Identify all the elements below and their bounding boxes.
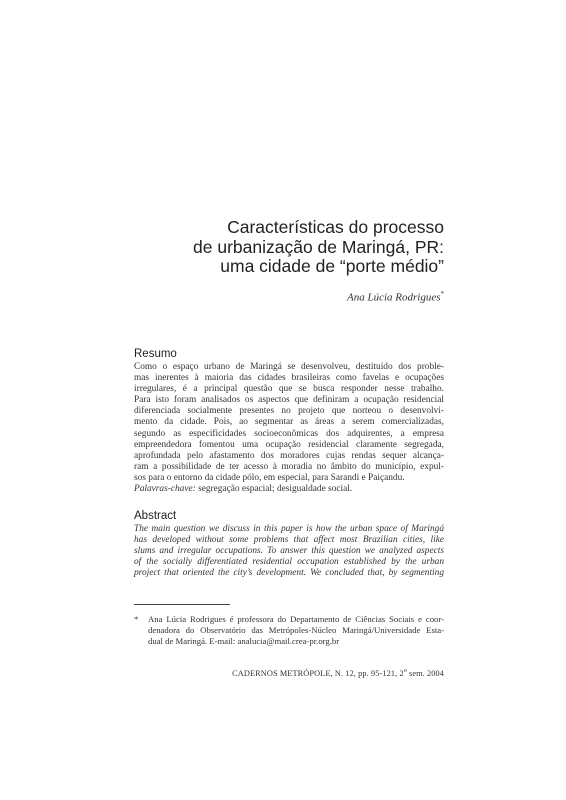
resumo-line: ram a possibilidade de ter acesso à moradia no âmbito do município, expul- bbox=[134, 461, 444, 472]
footnote-line: denadora do Observatório das Metrópoles-Núcleo Maringá/Universidade Esta- bbox=[148, 625, 444, 635]
resumo-line: diferenciada socialmente presentes no projeto que norteou o desenvolvi- bbox=[134, 406, 444, 417]
resumo-line: empreendedora fomentou uma ocupação residencial claramente segregada, bbox=[134, 439, 444, 450]
title-line-2: de urbanização de Maringá, PR: bbox=[193, 236, 444, 257]
footnote-line: dual de Maringá. E-mail: analucia@mail.crea-pr.org.br bbox=[148, 636, 340, 646]
footnote-mark: * bbox=[134, 614, 139, 624]
abstract-line: The main question we discuss in this paper is how the urban space of Maringá bbox=[134, 524, 444, 534]
title-line-1: Características do processo bbox=[227, 217, 444, 237]
author-footnote-mark: * bbox=[440, 290, 444, 298]
abstract-line: slums and irregular occupations. To answer this question we analyzed aspects bbox=[134, 546, 444, 557]
keywords-line bbox=[134, 484, 444, 495]
keywords-label: Palavras-chave: bbox=[134, 484, 196, 495]
footnote-line: Ana Lúcia Rodrigues é professora do Departamento de Ciências Sociais e coor- bbox=[148, 614, 444, 624]
resumo-line: irregulares, é a principal questão que se busca responder nesse trabalho. bbox=[134, 384, 444, 395]
abstract-line: project that oriented the city’s development. We concluded that, by segmenting bbox=[134, 568, 444, 579]
abstract-line: of the socially differentiated residential occupation established by the urban bbox=[134, 557, 444, 568]
resumo-line: sos para o entorno da cidade pólo, em especial, para Sarandi e Paiçandu. bbox=[134, 472, 405, 483]
abstract-line: has developed without some problems that affect most Brazilian cities, like bbox=[134, 535, 444, 546]
title-line-3: uma cidade de “porte médio” bbox=[220, 256, 444, 276]
resumo-line: Para isto foram analisados os aspectos que definiram a ocupação residencial bbox=[134, 395, 444, 406]
abstract-body bbox=[134, 524, 444, 579]
footer-text-before: CADERNOS METRÓPOLE, N. 12, pp. 95-121, 2 bbox=[232, 668, 404, 678]
article-title bbox=[84, 218, 444, 277]
resumo-line: Como o espaço urbano de Maringá se desenvolveu, destituído dos proble- bbox=[134, 362, 444, 372]
author-text: Ana Lúcia Rodrigues bbox=[347, 291, 441, 304]
footnote-divider bbox=[134, 604, 230, 605]
author-name bbox=[347, 290, 444, 304]
footer-text-after: sem. 2004 bbox=[406, 668, 444, 678]
keywords-text: segregação espacial; desigualdade social. bbox=[198, 484, 353, 495]
footnote-text bbox=[148, 614, 444, 647]
resumo-body bbox=[134, 362, 444, 495]
resumo-line: mento da cidade. Pois, ao segmentar as áreas a serem comercializadas, bbox=[134, 417, 444, 428]
resumo-line: aprofundada pelo afastamento dos moradores cujas rendas sequer alcança- bbox=[134, 450, 444, 461]
footnote bbox=[134, 614, 444, 647]
resumo-line: mas inerentes à maioria das cidades brasileiras como favelas e ocupações bbox=[134, 373, 444, 384]
footer-superscript: o bbox=[403, 668, 407, 674]
running-footer bbox=[232, 668, 444, 678]
resumo-line: segundo as especificidades socioeconômicas dos adquirentes, a empresa bbox=[134, 428, 444, 439]
abstract-heading: Abstract bbox=[134, 510, 177, 522]
resumo-heading: Resumo bbox=[134, 348, 177, 360]
